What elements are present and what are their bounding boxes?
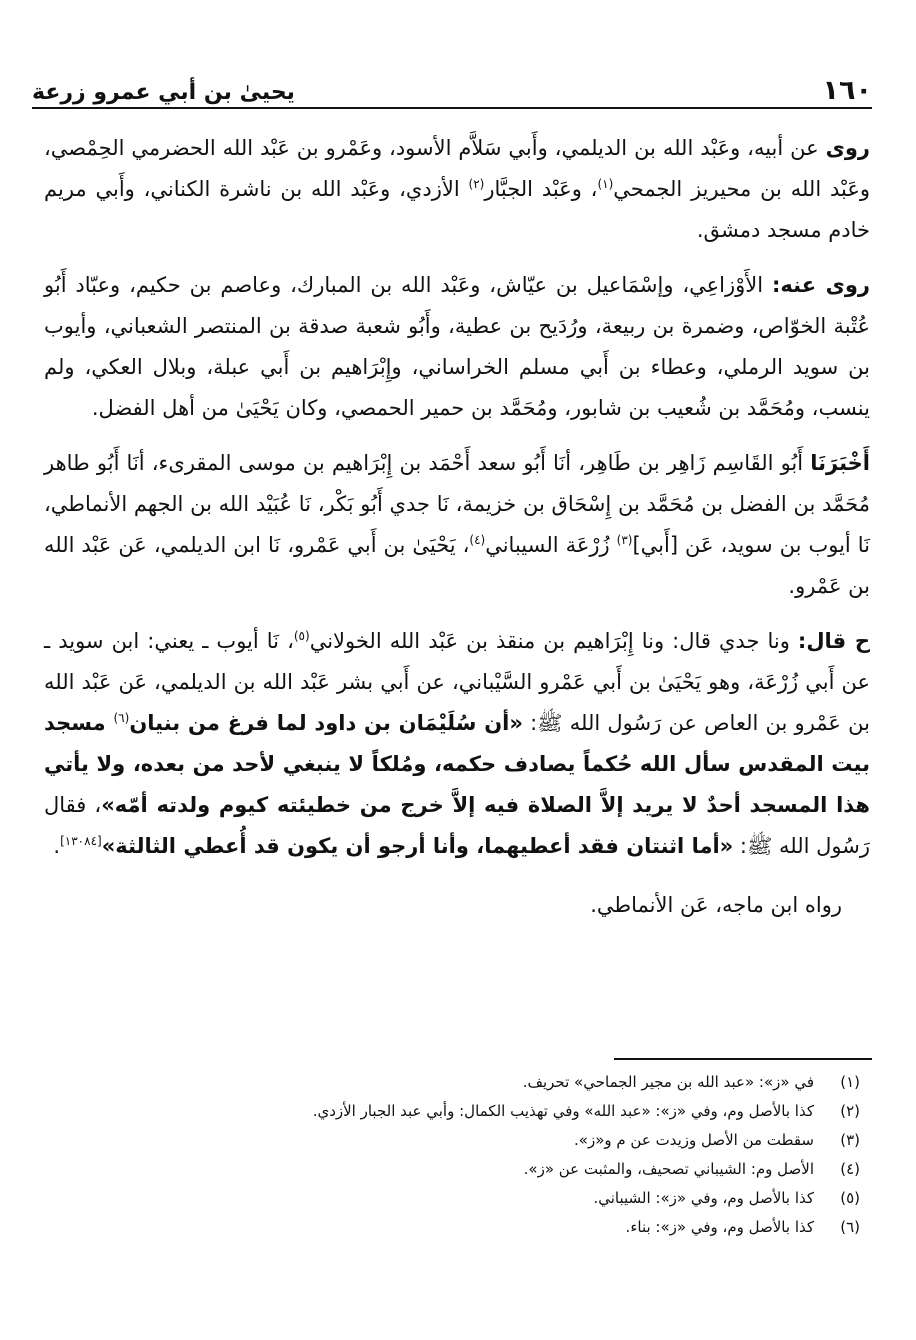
footnote-number: (٣) — [840, 1131, 860, 1149]
paragraph-text: ، فقال رَسُول الله ﷺ: — [44, 793, 870, 858]
footnote-ref: (٤) — [469, 533, 486, 547]
footnote — [60, 1184, 860, 1213]
paragraph-text: . — [53, 834, 61, 858]
paragraph-text: رواه ابن ماجه، عَن الأنماطي. — [590, 893, 842, 917]
paragraph-text: ، وعَبْد الجبَّار — [484, 177, 598, 201]
paragraph-text: زُرْعَة السيباني — [485, 533, 617, 557]
hadith-number: [١٣٠٨٤] — [60, 834, 102, 848]
paragraph-text: ، يَحْيَىٰ بن أَبي عَمْرو، نَا ابن الديلمي، عَن عَبْد الله بن عَمْرو. — [44, 533, 870, 598]
paragraph-lead: أَخْبَرَنَا — [810, 451, 870, 475]
paragraph-text: أَبُو القَاسِم زَاهِر بن طَاهِر، أنَا أَبُو سعد أَحْمَد بن إِبْرَاهيم بن موسى المقرىء، أنَا أَبُو طاهر مُحَمَّد بن الفضل بن مُحَمَّد بن إِسْحَاق بن خزيمة، نَا جدي أَبُو بَكْر، نَا عُبَيْد الله بن الجهم الأنماطي، نَا أيوب بن سويد، عَن [أَبي] — [44, 451, 870, 557]
footnote-ref: (٦) — [113, 711, 130, 725]
hadith-text: «أما اثنتان فقد أعطيهما، وأنا أرجو أن يكون قد أُعطي الثالثة» — [101, 834, 734, 858]
footnote-number: (٤) — [840, 1160, 860, 1178]
paragraph-lead: ح قال: — [797, 629, 870, 653]
footnote — [60, 1068, 860, 1097]
footnote-text: سقطت من الأصل وزيدت عن م و«ز». — [574, 1131, 814, 1149]
main-text — [44, 128, 870, 940]
paragraph-lead: روى — [825, 136, 870, 160]
footnote-number: (٥) — [840, 1189, 860, 1207]
paragraph-text: الأزدي، وعَبْد الله بن ناشرة الكناني، وأَبي مريم خادم مسجد دمشق. — [44, 177, 870, 242]
footnote-number: (١) — [840, 1073, 860, 1091]
paragraph-isnad — [44, 443, 870, 607]
paragraph-hadith — [44, 621, 870, 867]
footnote — [60, 1126, 860, 1155]
hadith-text: مسجد بيت المقدس سأل الله حُكماً يصادف حكمه، ومُلكاً لا ينبغي لأحد من بعده، ولا يأتي هذا المسجد أحدٌ لا يريد إلاَّ الصلاة فيه إلاَّ خرج من خطيئته كيوم ولدته أمّه» — [44, 711, 870, 817]
header-rule — [32, 107, 872, 109]
footnote-text: في «ز»: «عبد الله بن مجير الجماحي» تحريف. — [522, 1073, 814, 1091]
footnote-text: كذا بالأصل وم، وفي «ز»: الشيباني. — [593, 1189, 814, 1207]
paragraph-lead: روى عنه: — [772, 273, 870, 297]
footnote-text: الأصل وم: الشيباني تصحيف، والمثبت عن «ز». — [523, 1160, 814, 1178]
footnote — [60, 1155, 860, 1184]
footnote — [60, 1213, 860, 1242]
footnotes-list — [60, 1068, 860, 1242]
page-header — [32, 64, 872, 104]
footnote-number: (٦) — [840, 1218, 860, 1236]
footnotes-rule — [614, 1058, 872, 1060]
footnote-ref: (٥) — [293, 629, 310, 643]
paragraph-source — [44, 885, 870, 926]
running-title: يحيىٰ بن أبي عمرو زرعة — [32, 80, 295, 105]
hadith-text: «أن سُلَيْمَان بن داود لما فرغ من بنيان — [129, 711, 523, 735]
paragraph-text: عن أبيه، وعَبْد الله بن الديلمي، وأَبي سَلاَّم الأسود، وعَمْرو بن عَبْد الله الحضرمي الحِمْصي، وعَبْد الله بن محيريز الجمحي — [44, 136, 871, 201]
footnote-ref: (١) — [597, 177, 614, 191]
footnote-number: (٢) — [840, 1102, 860, 1120]
paragraph-text: ، نَا أيوب ـ يعني: ابن سويد ـ عن أَبي زُرْعَة، وهو يَحْيَىٰ بن أَبي عَمْرو السَّيْباني، عن أَبي بشر عَبْد الله بن الديلمي، عَن عَبْد الله بن عَمْرو بن العاص عن رَسُول الله ﷺ: — [44, 629, 870, 735]
footnote-text: كذا بالأصل وم، وفي «ز»: بناء. — [625, 1218, 814, 1236]
page-number: ١٦٠ — [822, 75, 872, 106]
paragraph-text: الأَوْزاعِي، وإسْمَاعيل بن عيّاش، وعَبْد الله بن المبارك، وعاصم بن حكيم، وعبّاد أَبُو عُتْبة الخوّاص، وضمرة بن ربيعة، ورُدَيح بن عطية، وأَبُو شعبة صدقة بن المنتصر الشعباني، وأيوب بن سويد الرملي، وعطاء بن أَبي مسلم الخراساني، وإِبْرَاهيم بن أَبي عبلة، وبلال العكي، ولم ينسب، ومُحَمَّد بن شُعيب بن شابور، ومُحَمَّد بن حمير الحمصي، وكان يَحْيَىٰ من أهل الفضل. — [44, 273, 870, 420]
footnote-ref: (٢) — [468, 177, 485, 191]
footnote-text: كذا بالأصل وم، وفي «ز»: «عبد الله» وفي تهذيب الكمال: وأبي عبد الجبار الأزدي. — [312, 1102, 814, 1120]
footnote-ref: (٣) — [616, 533, 633, 547]
paragraph-narrated-from — [44, 128, 870, 251]
paragraph-narrated-by — [44, 265, 870, 429]
paragraph-text: ونا جدي قال: ونا إِبْرَاهيم بن منقذ بن عَبْد الله الخولاني — [309, 629, 790, 653]
footnote — [60, 1097, 860, 1126]
